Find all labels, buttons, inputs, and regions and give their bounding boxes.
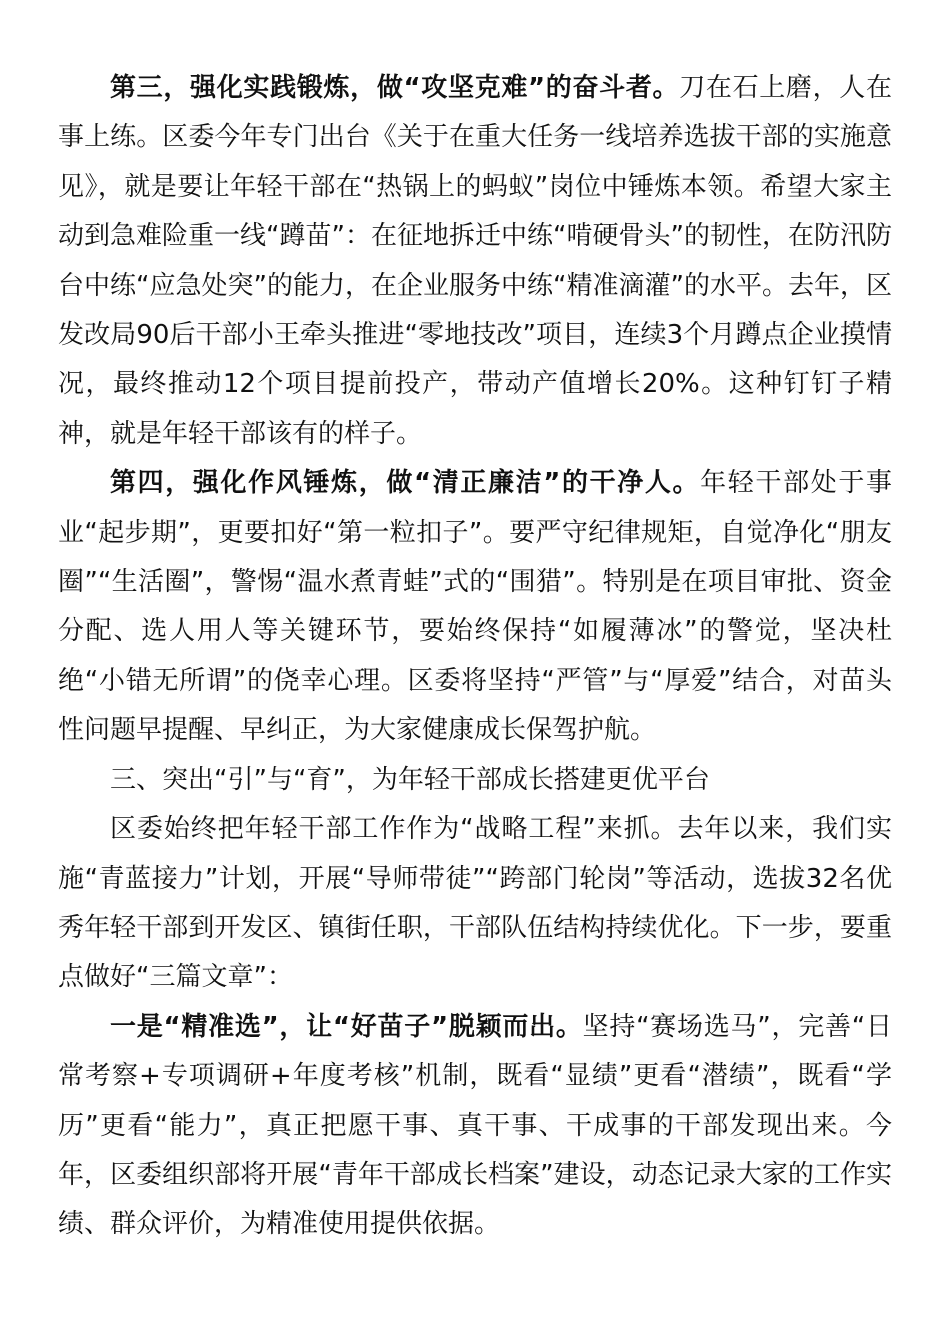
paragraph-body: 刀在石上磨，人在事上练。区委今年专门出台《关于在重大任务一线培养选拔干部的实施意见》，就是要让年轻干部在“热锅上的蚂蚁”岗位中锤炼本领。希望大家主动到急难险重一线“蹲苗”：在征地拆迁中练“啃硬骨头”的韧性，在防汛防台中练“应急处突”的能力，在企业服务中练“精准滴灌”的水平。去年，区发改局90后干部小王牵头推进“零地技改”项目，连续3个月蹲点企业摸情况，最终推动12个项目提前投产，带动产值增长20%。这种钉钉子精神，就是年轻干部该有的样子。 [58,73,892,449]
paragraph-practice [58,64,892,459]
paragraph-lead: 第四，强化作风锤炼，做“清正廉洁”的干净人。 [110,468,701,499]
paragraph-lead: 第三，强化实践锻炼，做“攻坚克难”的奋斗者。 [110,73,680,103]
document-page [58,64,892,1250]
section-heading: 三、突出“引”与“育”，为年轻干部成长搭建更优平台 [110,764,710,795]
paragraph-body: 年轻干部处于事业“起步期”，更要扣好“第一粒扣子”。要严守纪律规矩，自觉净化“朋友圈”“生活圈”，警惕“温水煮青蛙”式的“围猎”。特别是在项目审批、资金分配、选人用人等关键环节，要始终保持“如履薄冰”的警觉，坚决杜绝“小错无所谓”的侥幸心理。区委将坚持“严管”与“厚爱”结合，对苗头性问题早提醒、早纠正，为大家健康成长保驾护航。 [58,468,892,746]
paragraph-point-one [58,1003,892,1250]
paragraph-intro: 区委始终把年轻干部工作作为“战略工程”来抓。去年以来，我们实施“青蓝接力”计划，开展“导师带徒”“跨部门轮岗”等活动，选拔32名优秀年轻干部到开发区、镇街任职，干部队伍结构持续优化。下一步，要重点做好“三篇文章”： [58,814,892,993]
paragraph-lead: 一是“精准选”，让“好苗子”脱颖而出。 [110,1011,583,1042]
paragraph-conduct [58,459,892,755]
paragraph-body: 坚持“赛场选马”，完善“日常考察+专项调研+年度考核”机制，既看“显绩”更看“潜绩”，既看“学历”更看“能力”，真正把愿干事、真干事、干成事的干部发现出来。今年，区委组织部将开展“青年干部成长档案”建设，动态记录大家的工作实绩、群众评价，为精准使用提供依据。 [58,1011,892,1240]
